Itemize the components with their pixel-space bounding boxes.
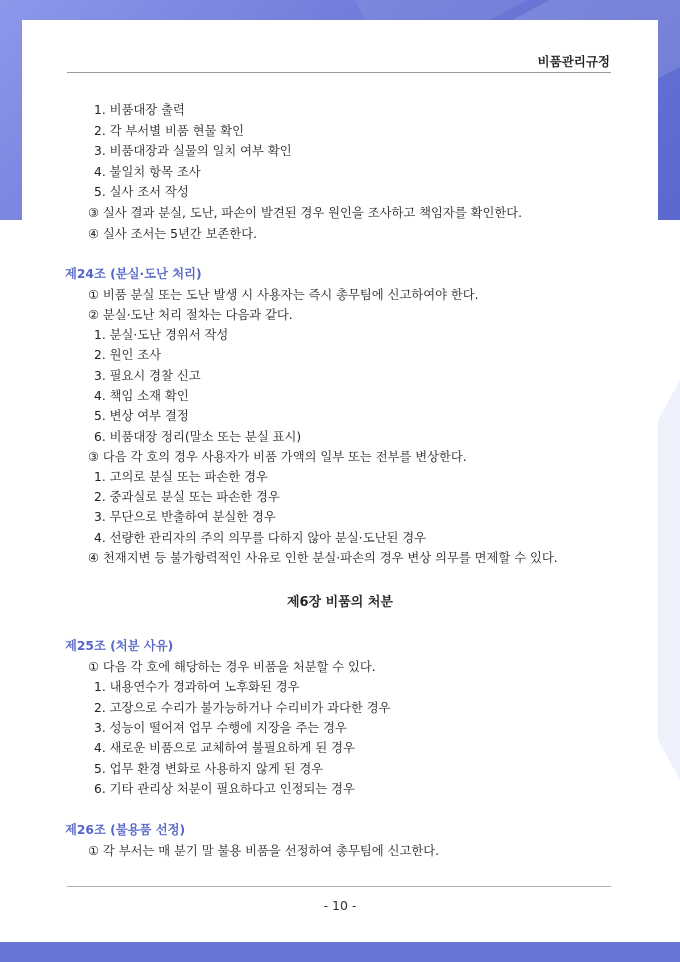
document-page [22, 20, 658, 942]
list-item: 2. 각 부서별 비품 현물 확인 [94, 124, 245, 138]
list-item: 1. 내용연수가 경과하여 노후화된 경우 [94, 680, 300, 694]
article-heading: 제26조 (불용품 선정) [65, 823, 186, 837]
clause-paragraph: ③ 다음 각 호의 경우 사용자가 비품 가액의 일부 또는 전부를 변상한다. [88, 450, 467, 464]
document-header-title: 비품관리규정 [537, 54, 610, 69]
list-item: 5. 변상 여부 결정 [94, 409, 189, 423]
list-item: 6. 기타 관리상 처분이 필요하다고 인정되는 경우 [94, 782, 355, 796]
list-item: 3. 필요시 경찰 신고 [94, 369, 201, 383]
clause-paragraph: ② 분실·도난 처리 절차는 다음과 같다. [88, 308, 293, 322]
article-heading: 제24조 (분실·도난 처리) [65, 267, 202, 281]
clause-paragraph: ④ 실사 조서는 5년간 보존한다. [88, 227, 258, 241]
list-item: 2. 고장으로 수리가 불가능하거나 수리비가 과다한 경우 [94, 701, 391, 715]
clause-paragraph: ① 다음 각 호에 해당하는 경우 비품을 처분할 수 있다. [88, 660, 376, 674]
list-item: 2. 원인 조사 [94, 348, 162, 362]
footer-divider [67, 886, 611, 887]
list-item: 4. 새로운 비품으로 교체하여 불필요하게 된 경우 [94, 741, 355, 755]
list-item: 1. 고의로 분실 또는 파손한 경우 [94, 470, 268, 484]
chapter-title: 제6장 비품의 처분 [286, 595, 393, 610]
list-item: 1. 비품대장 출력 [94, 103, 185, 117]
list-item: 3. 무단으로 반출하여 분실한 경우 [94, 510, 276, 524]
list-item: 2. 중과실로 분실 또는 파손한 경우 [94, 490, 280, 504]
article-heading: 제25조 (처분 사유) [65, 639, 174, 653]
clause-paragraph: ④ 천재지변 등 불가항력적인 사유로 인한 분실·파손의 경우 변상 의무를 면제할 수 있다. [88, 551, 558, 565]
list-item: 5. 실사 조서 작성 [94, 185, 189, 199]
clause-paragraph: ① 비품 분실 또는 도난 발생 시 사용자는 즉시 총무팀에 신고하여야 한다. [88, 288, 479, 302]
list-item: 4. 선량한 관리자의 주의 의무를 다하지 않아 분실·도난된 경우 [94, 531, 427, 545]
clause-paragraph: ① 각 부서는 매 분기 말 불용 비품을 선정하여 총무팀에 신고한다. [88, 844, 439, 858]
list-item: 3. 성능이 떨어져 업무 수행에 지장을 주는 경우 [94, 721, 347, 735]
list-item: 1. 분실·도난 경위서 작성 [94, 328, 229, 342]
list-item: 4. 책임 소재 확인 [94, 389, 189, 403]
header-divider [67, 72, 611, 73]
list-item: 4. 불일치 항목 조사 [94, 165, 201, 179]
list-item: 5. 업무 환경 변화로 사용하지 않게 된 경우 [94, 762, 324, 776]
page-number: - 10 - [323, 898, 357, 913]
clause-paragraph: ③ 실사 결과 분실, 도난, 파손이 발견된 경우 원인을 조사하고 책임자를 확인한다. [88, 206, 522, 220]
background-bottom [0, 942, 680, 962]
list-item: 6. 비품대장 정리(말소 또는 분실 표시) [94, 430, 302, 444]
list-item: 3. 비품대장과 실물의 일치 여부 확인 [94, 144, 292, 158]
